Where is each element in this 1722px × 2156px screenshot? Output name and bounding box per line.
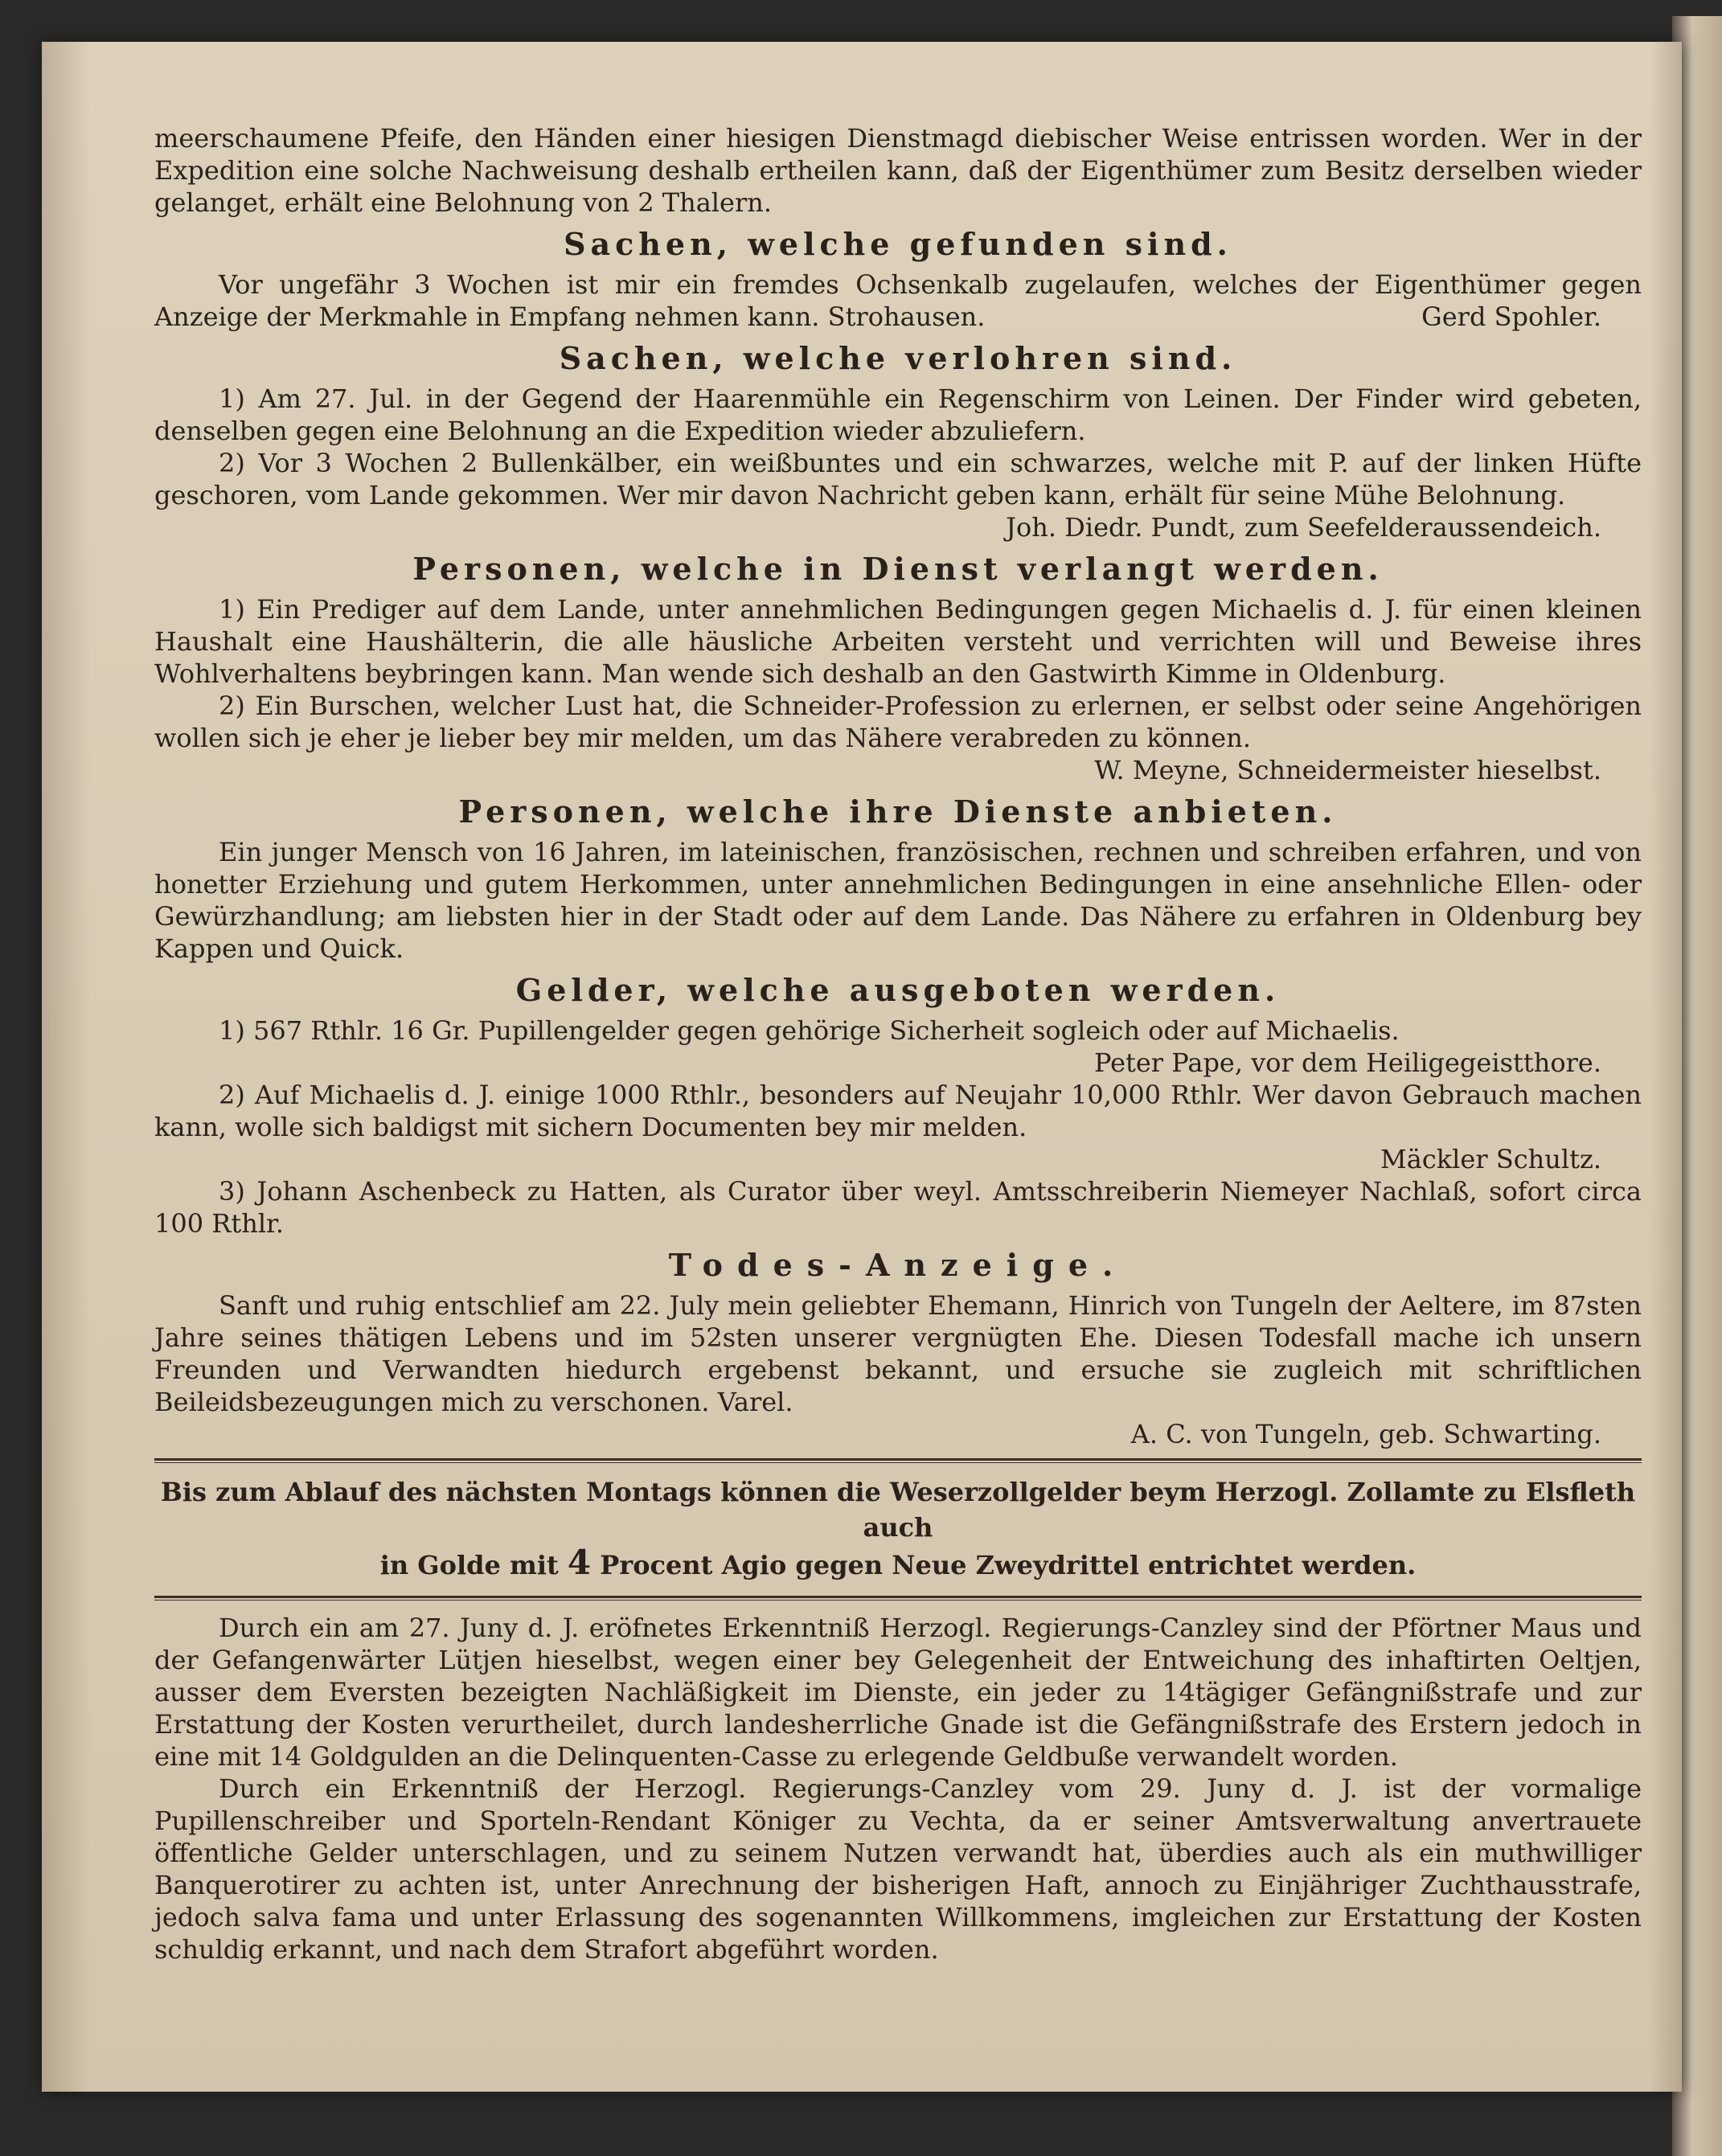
money-item-1: 1) 567 Rthlr. 16 Gr. Pupillengelder gegen gehörige Sicherheit sogleich oder auf Michaelis. <box>219 1015 1400 1046</box>
money-heading: Gelder, welche ausgeboten werden. <box>515 972 1281 1008</box>
page-shadow-right <box>1650 42 1682 2092</box>
service-offered-text: Ein junger Mensch von 16 Jahren, im lateinischen, französischen, rechnen und schreiben erfahren, und von honetter Erziehung und gutem Herkommen, unter annehmlichen Bedingungen in eine ansehnliche Ellen- oder Gewürzhandlung; am liebsten hier in der Stadt oder auf dem Lande. Das Nähere zu erfahren in Oldenburg bey Kappen und Quick. <box>154 837 1642 964</box>
lost-heading: Sachen, welche verlohren sind. <box>559 340 1237 376</box>
toll-notice-percent: 4 <box>567 1543 592 1582</box>
toll-notice-line-2 <box>154 1545 1642 1583</box>
found-heading: Sachen, welche gefunden sind. <box>564 226 1232 262</box>
divider-top <box>154 1458 1642 1461</box>
money-item-2: 2) Auf Michaelis d. J. einige 1000 Rthlr., besonders auf Neujahr 10,000 Rthlr. Wer davon Gebrauch machen kann, wolle sich baldigst mit sichern Documenten bey mir melden. <box>154 1080 1642 1142</box>
newspaper-page <box>42 42 1682 2092</box>
service-wanted-item-1: 1) Ein Prediger auf dem Lande, unter annehmlichen Bedingungen gegen Michaelis d. J. für einen kleinen Haushalt eine Haushälterin, die alle häusliche Arbeiten versteht und verrichten will und Beweise ihres Wohlverhaltens beybringen kann. Man wende sich deshalb an den Gastwirth Kimme in Oldenburg. <box>154 594 1642 689</box>
death-signature: A. C. von Tungeln, geb. Schwarting. <box>1130 1419 1601 1449</box>
divider-bottom <box>154 1596 1642 1598</box>
lost-intro-paragraph: meerschaumene Pfeife, den Händen einer hiesigen Dienstmagd diebischer Weise entrissen worden. Wer in der Expedition eine solche Nachweisung deshalb ertheilen kann, daß der Eigenthümer zum Besitz derselben wieder gelanget, erhält eine Belohnung von 2 Thalern. <box>154 123 1642 218</box>
toll-notice-line-1: Bis zum Ablauf des nächsten Montags können die Weserzollgelder beym Herzogl. Zollamte zu Elsfleth auch <box>160 1477 1636 1543</box>
found-text <box>154 268 1642 333</box>
death-text: Sanft und ruhig entschlief am 22. July mein geliebter Ehemann, Hinrich von Tungeln der Aeltere, im 87sten Jahre seines thätigen Lebens und im 52sten unserer vergnügten Ehe. Diesen Todesfall mache ich unsern Freunden und Verwandten hiedurch ergebenst bekannt, und ersuche sie zugleich mit schriftlichen Beileidsbezeugungen mich zu verschonen. Varel. <box>154 1290 1642 1417</box>
lost-item-2-signature: Joh. Diedr. Pundt, zum Seefelderaussendeich. <box>1006 512 1601 543</box>
court-paragraph-2: Durch ein Erkenntniß der Herzogl. Regierungs-Canzley vom 29. Juny d. J. ist der vormalige Pupillenschreiber und Sporteln-Rendant Königer zu Vechta, da er seiner Amtsverwaltung anvertrauete öffentliche Gelder unterschlagen, und zu seinem Nutzen verwandt hat, überdies auch als ein muthwilliger Banquerotirer zu achten ist, unter Anrechnung der bisherigen Haft, annoch zu Einjähriger Zuchthausstrafe, jedoch salva fama und unter Erlassung des sogenannten Willkommens, imgleichen zur Erstattung der Kosten schuldig erkannt, und nach dem Strafort abgeführt worden. <box>154 1773 1642 1965</box>
court-paragraph-1: Durch ein am 27. Juny d. J. eröfnetes Erkenntniß Herzogl. Regierungs-Canzley sind der Pförtner Maus und der Gefangenwärter Lütjen hieselbst, wegen einer bey Gelegenheit der Entweichung des inhaftirten Oeltjen, ausser dem Eversten bezeigten Nachläßigkeit im Dienste, ein jeder zu 14tägiger Gefängnißstrafe und zur Erstattung der Kosten verurtheilet, durch landesherrliche Gnade ist die Gefängnißstrafe des Erstern jedoch in eine mit 14 Goldgulden an die Delinquenten-Casse zu erlegende Geldbuße verwandelt worden. <box>154 1613 1642 1772</box>
toll-notice-post: Procent Agio gegen Neue Zweydrittel entrichtet werden. <box>600 1550 1417 1580</box>
service-offered-heading: Personen, welche ihre Dienste anbieten. <box>458 793 1338 830</box>
service-wanted-heading: Personen, welche in Dienst verlangt werden. <box>412 551 1384 587</box>
service-wanted-item-2: 2) Ein Burschen, welcher Lust hat, die Schneider-Profession zu erlernen, er selbst oder seine Angehörigen wollen sich je eher je lieber bey mir melden, um das Nähere verabreden zu können. <box>154 691 1642 753</box>
lost-item-2: 2) Vor 3 Wochen 2 Bullenkälber, ein weißbuntes und ein schwarzes, welche mit P. auf der linken Hüfte geschoren, vom Lande gekommen. Wer mir davon Nachricht geben kann, erhält für seine Mühe Belohnung. <box>154 448 1642 510</box>
found-signature: Gerd Spohler. <box>1421 301 1601 332</box>
page-text <box>154 122 1642 1965</box>
money-item-2-signature: Mäckler Schultz. <box>1380 1144 1601 1174</box>
service-wanted-item-2-signature: W. Meyne, Schneidermeister hieselbst. <box>1094 755 1601 785</box>
divider-top-thin <box>154 1462 1642 1463</box>
death-heading: Todes-Anzeige. <box>668 1247 1128 1283</box>
page-shadow-left <box>42 42 90 2092</box>
toll-notice-pre: in Golde mit <box>379 1550 559 1580</box>
money-item-1-signature: Peter Pape, vor dem Heiligegeistthore. <box>1093 1047 1601 1078</box>
lost-item-1: 1) Am 27. Jul. in der Gegend der Haarenmühle ein Regenschirm von Leinen. Der Finder wird gebeten, denselben gegen eine Belohnung an die Expedition wieder abzuliefern. <box>154 383 1642 446</box>
divider-bottom-thin <box>154 1600 1642 1601</box>
found-body: Vor ungefähr 3 Wochen ist mir ein fremdes Ochsenkalb zugelaufen, welches der Eigenthümer gegen Anzeige der Merkmahle in Empfang nehmen kann. Strohausen. <box>154 269 1642 332</box>
money-item-3: 3) Johann Aschenbeck zu Hatten, als Curator über weyl. Amtsschreiberin Niemeyer Nachlaß, sofort circa 100 Rthlr. <box>154 1176 1642 1239</box>
